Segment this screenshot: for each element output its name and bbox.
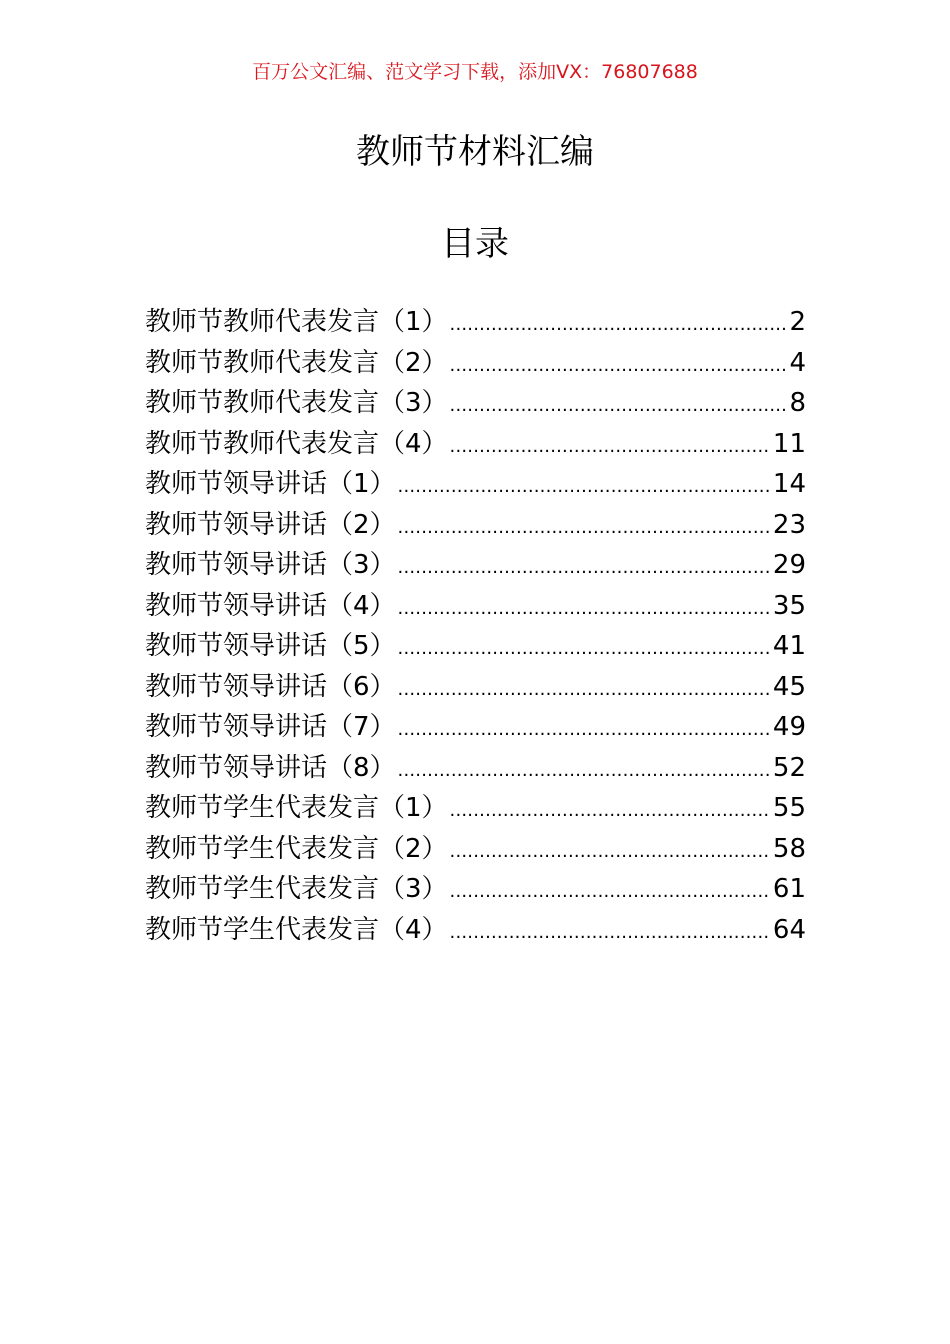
- toc-entry-label: 教师节教师代表发言（2）: [145, 347, 448, 378]
- toc-entry[interactable]: [145, 667, 806, 708]
- toc-dot-leader: [398, 710, 771, 748]
- toc-entry[interactable]: [145, 910, 806, 951]
- toc-entry-label: 教师节教师代表发言（3）: [145, 388, 448, 418]
- toc-entry-page-number: 61: [772, 874, 806, 904]
- toc-dot-leader: [398, 508, 771, 546]
- toc-dot-leader: [398, 670, 771, 708]
- toc-entry-label: 教师节学生代表发言（4）: [145, 914, 448, 945]
- toc-dot-leader: [398, 751, 771, 789]
- toc-entry[interactable]: [145, 788, 806, 829]
- toc-dot-leader: [450, 346, 788, 384]
- toc-entry-label: 教师节教师代表发言（4）: [145, 428, 448, 459]
- toc-entry[interactable]: [145, 383, 806, 424]
- toc-dot-leader: [450, 832, 771, 870]
- toc-entry-label: 教师节学生代表发言（2）: [145, 833, 448, 864]
- toc-entry[interactable]: [145, 707, 806, 748]
- toc-dot-leader: [450, 791, 771, 829]
- toc-entry[interactable]: [145, 505, 806, 546]
- toc-entry-page-number: 45: [772, 671, 806, 702]
- table-of-contents: [145, 302, 806, 950]
- toc-entry-page-number: 52: [772, 752, 806, 783]
- header-promo-note: 百万公文汇编、范文学习下载，添加VX：76807688: [252, 61, 698, 83]
- toc-entry-page-number: 58: [772, 833, 806, 864]
- toc-entry-label: 教师节领导讲话（5）: [145, 631, 396, 661]
- toc-entry[interactable]: [145, 343, 806, 384]
- toc-entry-label: 教师节学生代表发言（1）: [145, 793, 448, 823]
- toc-entry[interactable]: [145, 464, 806, 505]
- toc-dot-leader: [450, 913, 771, 951]
- toc-entry-label: 教师节教师代表发言（1）: [145, 307, 448, 337]
- toc-dot-leader: [398, 467, 771, 505]
- toc-entry-label: 教师节领导讲话（4）: [145, 590, 396, 621]
- toc-entry-page-number: 11: [772, 428, 806, 459]
- toc-entry[interactable]: [145, 302, 806, 343]
- toc-dot-leader: [398, 629, 771, 667]
- toc-entry-label: 教师节领导讲话（8）: [145, 752, 396, 783]
- toc-entry-label: 教师节领导讲话（1）: [145, 469, 396, 499]
- toc-entry[interactable]: [145, 424, 806, 465]
- toc-entry-page-number: 4: [789, 347, 806, 378]
- toc-entry[interactable]: [145, 545, 806, 586]
- toc-entry[interactable]: [145, 626, 806, 667]
- toc-entry-page-number: 8: [789, 388, 806, 418]
- toc-entry-page-number: 14: [772, 469, 806, 499]
- toc-entry-label: 教师节领导讲话（3）: [145, 550, 396, 580]
- toc-dot-leader: [398, 589, 771, 627]
- toc-entry-page-number: 55: [772, 793, 806, 823]
- toc-entry-page-number: 41: [772, 631, 806, 661]
- toc-entry-page-number: 49: [772, 712, 806, 742]
- toc-entry-page-number: 29: [772, 550, 806, 580]
- toc-dot-leader: [450, 427, 771, 465]
- toc-entry-page-number: 2: [789, 307, 806, 337]
- document-title: 教师节材料汇编: [356, 132, 594, 172]
- toc-entry[interactable]: [145, 829, 806, 870]
- toc-entry-page-number: 35: [772, 590, 806, 621]
- toc-heading: 目录: [441, 224, 509, 264]
- toc-entry-label: 教师节领导讲话（2）: [145, 509, 396, 540]
- toc-entry[interactable]: [145, 586, 806, 627]
- toc-entry[interactable]: [145, 748, 806, 789]
- toc-dot-leader: [450, 386, 788, 424]
- toc-entry-page-number: 64: [772, 914, 806, 945]
- toc-entry-label: 教师节领导讲话（7）: [145, 712, 396, 742]
- toc-entry-label: 教师节领导讲话（6）: [145, 671, 396, 702]
- toc-entry[interactable]: [145, 869, 806, 910]
- toc-dot-leader: [450, 872, 771, 910]
- toc-dot-leader: [450, 305, 788, 343]
- toc-entry-page-number: 23: [772, 509, 806, 540]
- toc-dot-leader: [398, 548, 771, 586]
- toc-entry-label: 教师节学生代表发言（3）: [145, 874, 448, 904]
